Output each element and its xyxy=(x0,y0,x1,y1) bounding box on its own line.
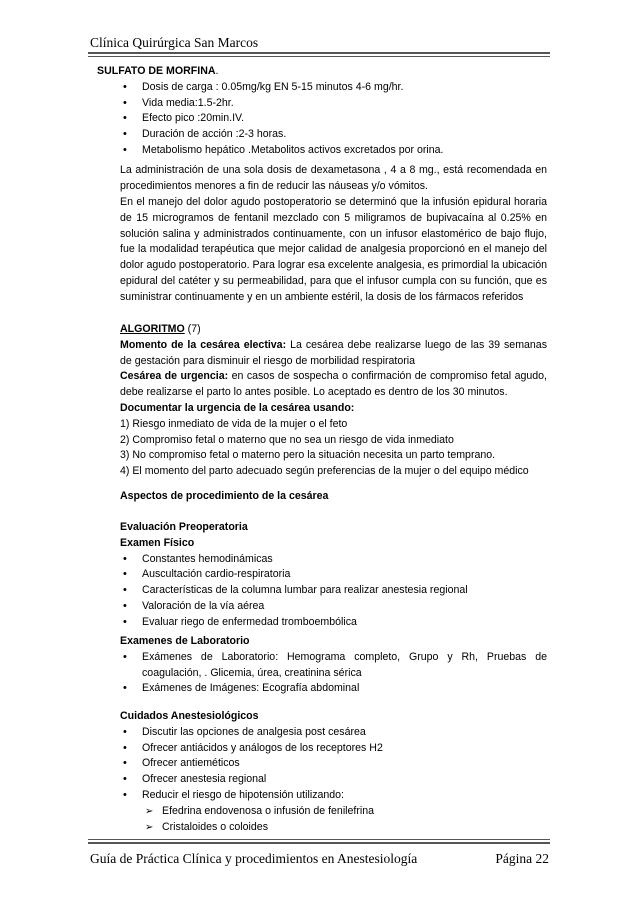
cuidados-list xyxy=(119,725,547,804)
epidural-paragraph: En el manejo del dolor agudo postoperatorio se determinó que la infusión epidural horaria de 15 microgramos de fentanil mezclado con 5 miligramos de bupivacaína al 0.25% en solución salina y administrados continuamente, con un infusor elastomérico de bajo flujo, fue la modalidad terapéutica que mejor calidad de analgesia proporcionó en el manejo del dolor agudo postoperatorio. Para lograr esa excelente analgesia, es primordial la ubicación epidural del catéter y su permeabilidad, para que el infusor cumpla con su función, que es suministrar continuamente y en un ambiente estéril, la dosis de los fármacos referidos xyxy=(120,196,547,303)
dexametasona-paragraph: La administración de una sola dosis de dexametasona , 4 a 8 mg., está recomendada en procedimientos menores a fin de reducir las náuseas y/o vómitos. xyxy=(120,164,547,192)
list-item: • Ofrecer antiácidos y análogos de los receptores H2 xyxy=(119,741,547,757)
header-rule-thin xyxy=(88,56,550,57)
list-item: • Dosis de carga : 0.05mg/kg EN 5-15 minutos 4-6 mg/hr. xyxy=(119,80,547,96)
list-item: • Reducir el riesgo de hipotensión utilizando: xyxy=(119,788,547,804)
laboratorio-section xyxy=(120,634,547,697)
list-item: • Constantes hemodinámicas xyxy=(119,552,547,568)
algoritmo-step: 2) Compromiso fetal o materno que no sea un riesgo de vida inmediato xyxy=(120,433,454,446)
morfina-title-end: . xyxy=(215,65,219,77)
laboratorio-list xyxy=(119,650,547,697)
list-item: • Auscultación cardio-respiratoria xyxy=(119,567,547,583)
list-item: • Discutir las opciones de analgesia post cesárea xyxy=(119,725,547,741)
sublist-item: ➢ Efedrina endovenosa o infusión de fenilefrina xyxy=(142,804,547,820)
header-rule xyxy=(88,52,550,54)
momento-label: Momento de la cesárea electiva: xyxy=(120,338,287,351)
list-item: • Exámenes de Laboratorio: Hemograma completo, Grupo y Rh, Pruebas de coagulación, . Glicemia, úrea, creatinina sérica xyxy=(119,650,547,682)
evaluacion-title: Evaluación Preoperatoria xyxy=(120,521,248,533)
urgencia-label: Cesárea de urgencia: xyxy=(120,370,229,383)
examen-fisico-title: Examen Físico xyxy=(120,536,195,549)
list-item: • Duración de acción :2-3 horas. xyxy=(119,127,547,143)
sublist-item: ➢ Cristaloides o coloides xyxy=(142,820,547,836)
list-item: • Vida media:1.5-2hr. xyxy=(119,96,547,112)
cuidados-title: Cuidados Anestesiológicos xyxy=(120,710,259,722)
morfina-title: SULFATO DE MORFINA xyxy=(97,65,216,77)
list-item: • Ofrecer antieméticos xyxy=(119,756,547,772)
list-item: • Exámenes de Imágenes: Ecografía abdominal xyxy=(119,681,547,697)
examen-fisico-list xyxy=(119,552,547,631)
algoritmo-step: 4) El momento del parto adecuado según preferencias de la mujer o del equipo médico xyxy=(120,465,529,478)
algoritmo-section xyxy=(120,322,547,480)
footer-rule xyxy=(88,842,550,844)
page-number: Página 22 xyxy=(495,851,549,866)
list-item: • Características de la columna lumbar para realizar anestesia regional xyxy=(119,583,547,599)
urgencia-text: en casos de sospecha o confirmación de compromiso fetal agudo, debe realizarse el parto lo antes posible. Lo aceptado es dentro de los 30 minutos. xyxy=(120,370,547,399)
algoritmo-title: ALGORITMO xyxy=(120,323,185,335)
hipotension-sublist xyxy=(142,804,547,836)
header-title: Clínica Quirúrgica San Marcos xyxy=(90,35,259,50)
list-item: • Metabolismo hepático .Metabolitos activos excretados por orina. xyxy=(119,143,547,159)
algoritmo-ref: (7) xyxy=(184,323,201,335)
laboratorio-title: Examenes de Laboratorio xyxy=(120,635,250,647)
list-item: • Valoración de la vía aérea xyxy=(119,599,547,615)
evaluacion-section xyxy=(120,520,547,631)
cuidados-section xyxy=(120,709,547,835)
footer-rule-thin xyxy=(88,839,550,840)
algoritmo-step: 3) No compromiso fetal o materno pero la situación necesita un parto temprano. xyxy=(120,449,496,462)
footer-title: Guía de Práctica Clínica y procedimientos en Anestesiología xyxy=(90,851,418,866)
list-item: • Evaluar riego de enfermedad tromboembólica xyxy=(119,615,547,631)
morfina-list xyxy=(119,80,547,159)
list-item: • Ofrecer anestesia regional xyxy=(119,772,547,788)
morfina-section xyxy=(97,64,547,159)
algoritmo-step: 1) Riesgo inmediato de vida de la mujer o el feto xyxy=(120,417,348,430)
aspectos-heading: Aspectos de procedimiento de la cesárea xyxy=(120,490,329,502)
list-item: • Efecto pico :20min.IV. xyxy=(119,111,547,127)
documentar-heading: Documentar la urgencia de la cesárea usando: xyxy=(120,401,355,414)
momento-text: La cesárea debe realizarse luego de las 39 semanas de gestación para disminuir el riesgo de morbilidad respiratoria xyxy=(120,338,547,367)
